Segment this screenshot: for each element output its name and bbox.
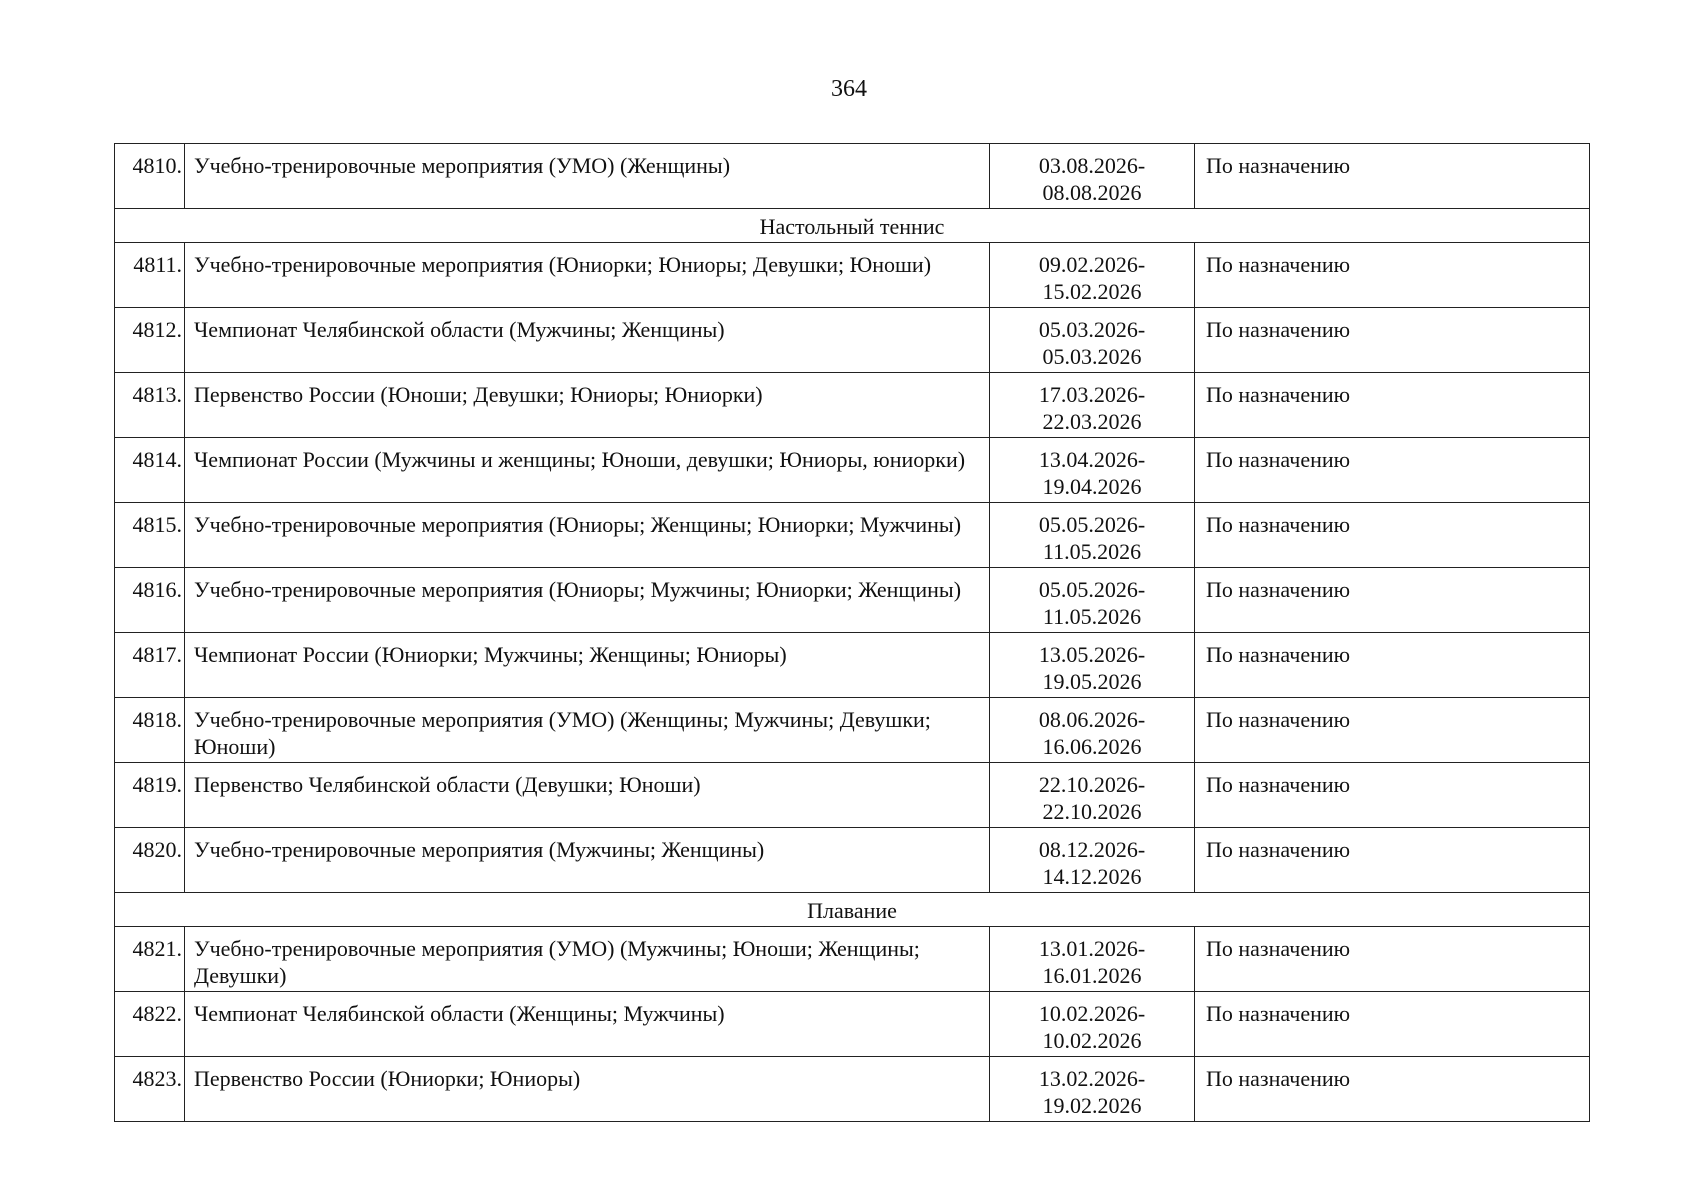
event-location: По назначению xyxy=(1195,373,1590,438)
event-location: По назначению xyxy=(1195,763,1590,828)
date-end: 22.03.2026 xyxy=(1042,409,1142,434)
event-location: По назначению xyxy=(1195,438,1590,503)
event-dates xyxy=(990,698,1195,763)
row-number: 4813. xyxy=(115,373,185,438)
date-start: 13.02.2026- xyxy=(1038,1066,1146,1091)
event-dates xyxy=(990,828,1195,893)
event-dates xyxy=(990,144,1195,209)
event-dates xyxy=(990,633,1195,698)
date-start: 13.01.2026- xyxy=(1038,936,1146,961)
event-dates xyxy=(990,927,1195,992)
event-location: По назначению xyxy=(1195,633,1590,698)
table-row xyxy=(115,927,1590,992)
date-end: 05.03.2026 xyxy=(1042,344,1142,369)
event-dates xyxy=(990,308,1195,373)
date-end: 14.12.2026 xyxy=(1042,864,1142,889)
date-end: 08.08.2026 xyxy=(1042,180,1142,205)
date-end: 16.01.2026 xyxy=(1042,963,1142,988)
event-name: Учебно-тренировочные мероприятия (Юниоры; Мужчины; Юниорки; Женщины) xyxy=(185,568,990,633)
event-name: Учебно-тренировочные мероприятия (УМО) (Женщины; Мужчины; Девушки; Юноши) xyxy=(185,698,990,763)
date-start: 13.04.2026- xyxy=(1038,447,1146,472)
row-number: 4818. xyxy=(115,698,185,763)
event-dates xyxy=(990,373,1195,438)
event-location: По назначению xyxy=(1195,243,1590,308)
row-number: 4817. xyxy=(115,633,185,698)
date-start: 10.02.2026- xyxy=(1038,1001,1146,1026)
row-number: 4822. xyxy=(115,992,185,1057)
row-number: 4811. xyxy=(115,243,185,308)
event-dates xyxy=(990,503,1195,568)
date-start: 13.05.2026- xyxy=(1038,642,1146,667)
table-row xyxy=(115,828,1590,893)
event-location: По назначению xyxy=(1195,1057,1590,1122)
row-number: 4821. xyxy=(115,927,185,992)
row-number: 4819. xyxy=(115,763,185,828)
section-header-row xyxy=(115,893,1590,927)
event-dates xyxy=(990,763,1195,828)
table-row xyxy=(115,373,1590,438)
event-location: По назначению xyxy=(1195,503,1590,568)
date-start: 05.03.2026- xyxy=(1038,317,1146,342)
date-end: 22.10.2026 xyxy=(1042,799,1142,824)
row-number: 4812. xyxy=(115,308,185,373)
date-end: 11.05.2026 xyxy=(1042,539,1142,564)
date-start: 05.05.2026- xyxy=(1038,577,1146,602)
table-row xyxy=(115,1057,1590,1122)
event-name: Чемпионат России (Мужчины и женщины; Юноши, девушки; Юниоры, юниорки) xyxy=(185,438,990,503)
table-row xyxy=(115,503,1590,568)
event-location: По назначению xyxy=(1195,568,1590,633)
event-dates xyxy=(990,992,1195,1057)
date-end: 15.02.2026 xyxy=(1042,279,1142,304)
date-start: 08.12.2026- xyxy=(1038,837,1146,862)
date-end: 11.05.2026 xyxy=(1042,604,1142,629)
event-name: Чемпионат Челябинской области (Мужчины; Женщины) xyxy=(185,308,990,373)
event-dates xyxy=(990,243,1195,308)
row-number: 4816. xyxy=(115,568,185,633)
table-row xyxy=(115,698,1590,763)
table-row xyxy=(115,144,1590,209)
event-name: Чемпионат Челябинской области (Женщины; Мужчины) xyxy=(185,992,990,1057)
event-name: Первенство России (Юниорки; Юниоры) xyxy=(185,1057,990,1122)
events-table-body xyxy=(115,144,1590,1122)
row-number: 4810. xyxy=(115,144,185,209)
row-number: 4820. xyxy=(115,828,185,893)
event-location: По назначению xyxy=(1195,828,1590,893)
event-location: По назначению xyxy=(1195,698,1590,763)
table-row xyxy=(115,633,1590,698)
event-dates xyxy=(990,1057,1195,1122)
date-end: 10.02.2026 xyxy=(1042,1028,1142,1053)
event-dates xyxy=(990,568,1195,633)
date-start: 09.02.2026- xyxy=(1038,252,1146,277)
section-header-row xyxy=(115,209,1590,243)
page-number: 364 xyxy=(831,76,867,102)
date-start: 03.08.2026- xyxy=(1038,153,1146,178)
event-name: Первенство России (Юноши; Девушки; Юниоры; Юниорки) xyxy=(185,373,990,438)
date-start: 22.10.2026- xyxy=(1038,772,1146,797)
event-location: По назначению xyxy=(1195,992,1590,1057)
date-end: 16.06.2026 xyxy=(1042,734,1142,759)
date-start: 05.05.2026- xyxy=(1038,512,1146,537)
row-number: 4815. xyxy=(115,503,185,568)
event-location: По назначению xyxy=(1195,308,1590,373)
table-row xyxy=(115,243,1590,308)
table-row xyxy=(115,763,1590,828)
date-end: 19.04.2026 xyxy=(1042,474,1142,499)
section-title: Плавание xyxy=(115,893,1590,927)
row-number: 4823. xyxy=(115,1057,185,1122)
date-end: 19.02.2026 xyxy=(1042,1093,1142,1118)
date-start: 17.03.2026- xyxy=(1038,382,1146,407)
date-end: 19.05.2026 xyxy=(1042,669,1142,694)
event-dates xyxy=(990,438,1195,503)
row-number: 4814. xyxy=(115,438,185,503)
event-name: Учебно-тренировочные мероприятия (Мужчины; Женщины) xyxy=(185,828,990,893)
section-title: Настольный теннис xyxy=(115,209,1590,243)
event-name: Учебно-тренировочные мероприятия (УМО) (Женщины) xyxy=(185,144,990,209)
date-start: 08.06.2026- xyxy=(1038,707,1146,732)
event-name: Учебно-тренировочные мероприятия (Юниорки; Юниоры; Девушки; Юноши) xyxy=(185,243,990,308)
event-name: Учебно-тренировочные мероприятия (Юниоры; Женщины; Юниорки; Мужчины) xyxy=(185,503,990,568)
event-name: Первенство Челябинской области (Девушки; Юноши) xyxy=(185,763,990,828)
event-name: Чемпионат России (Юниорки; Мужчины; Женщины; Юниоры) xyxy=(185,633,990,698)
table-row xyxy=(115,438,1590,503)
event-location: По назначению xyxy=(1195,927,1590,992)
table-row xyxy=(115,308,1590,373)
event-location: По назначению xyxy=(1195,144,1590,209)
table-row xyxy=(115,568,1590,633)
event-name: Учебно-тренировочные мероприятия (УМО) (Мужчины; Юноши; Женщины; Девушки) xyxy=(185,927,990,992)
table-row xyxy=(115,992,1590,1057)
events-table xyxy=(114,143,1590,1122)
